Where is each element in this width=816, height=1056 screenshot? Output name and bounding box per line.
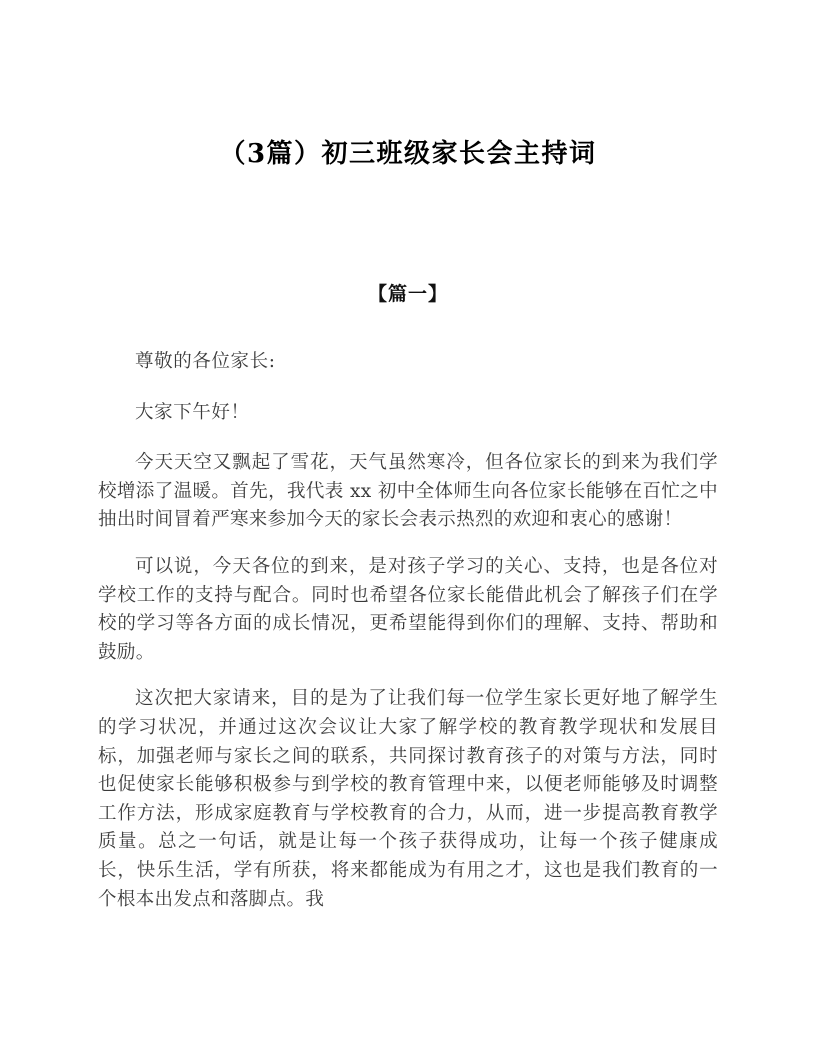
body-paragraph: 这次把大家请来，目的是为了让我们每一位学生家长更好地了解学生的学习状况，并通过这次会议让大家了解学校的教育教学现状和发展目标，加强老师与家长之间的联系，共同探讨教育孩子的对策与方法，同时也促使家长能够积极参与到学校的教育管理中来，以便老师能够及时调整工作方法，形成家庭教育与学校教育的合力，从而，进一步提高教育教学质量。总之一句话，就是让每一个孩子获得成功，让每一个孩子健康成长，快乐生活，学有所获，将来都能成为有用之才，这也是我们教育的一个根本出发点和落脚点。我 <box>98 688 718 910</box>
section-marker-part-one: 【篇一】 <box>367 283 448 305</box>
body-paragraph: 今天天空又飘起了雪花，天气虽然寒冷，但各位家长的到来为我们学校增添了温暖。首先，我代表 xx 初中全体师生向各位家长能够在百忙之中抽出时间冒着严寒来参加今天的家长会表示热烈的欢迎和衷心的感谢！ <box>98 452 718 531</box>
document-body <box>98 348 718 914</box>
body-paragraph: 可以说，今天各位的到来，是对孩子学习的关心、支持，也是各位对学校工作的支持与配合。同时也希望各位家长能借此机会了解孩子们在学校的学习等各方面的成长情况，更希望能得到你们的理解、支持、帮助和鼓励。 <box>98 555 718 663</box>
page-title: （3篇）初三班级家长会主持词 <box>219 139 597 170</box>
greeting-line: 大家下午好！ <box>135 401 250 423</box>
salutation-line: 尊敬的各位家长: <box>135 351 276 372</box>
